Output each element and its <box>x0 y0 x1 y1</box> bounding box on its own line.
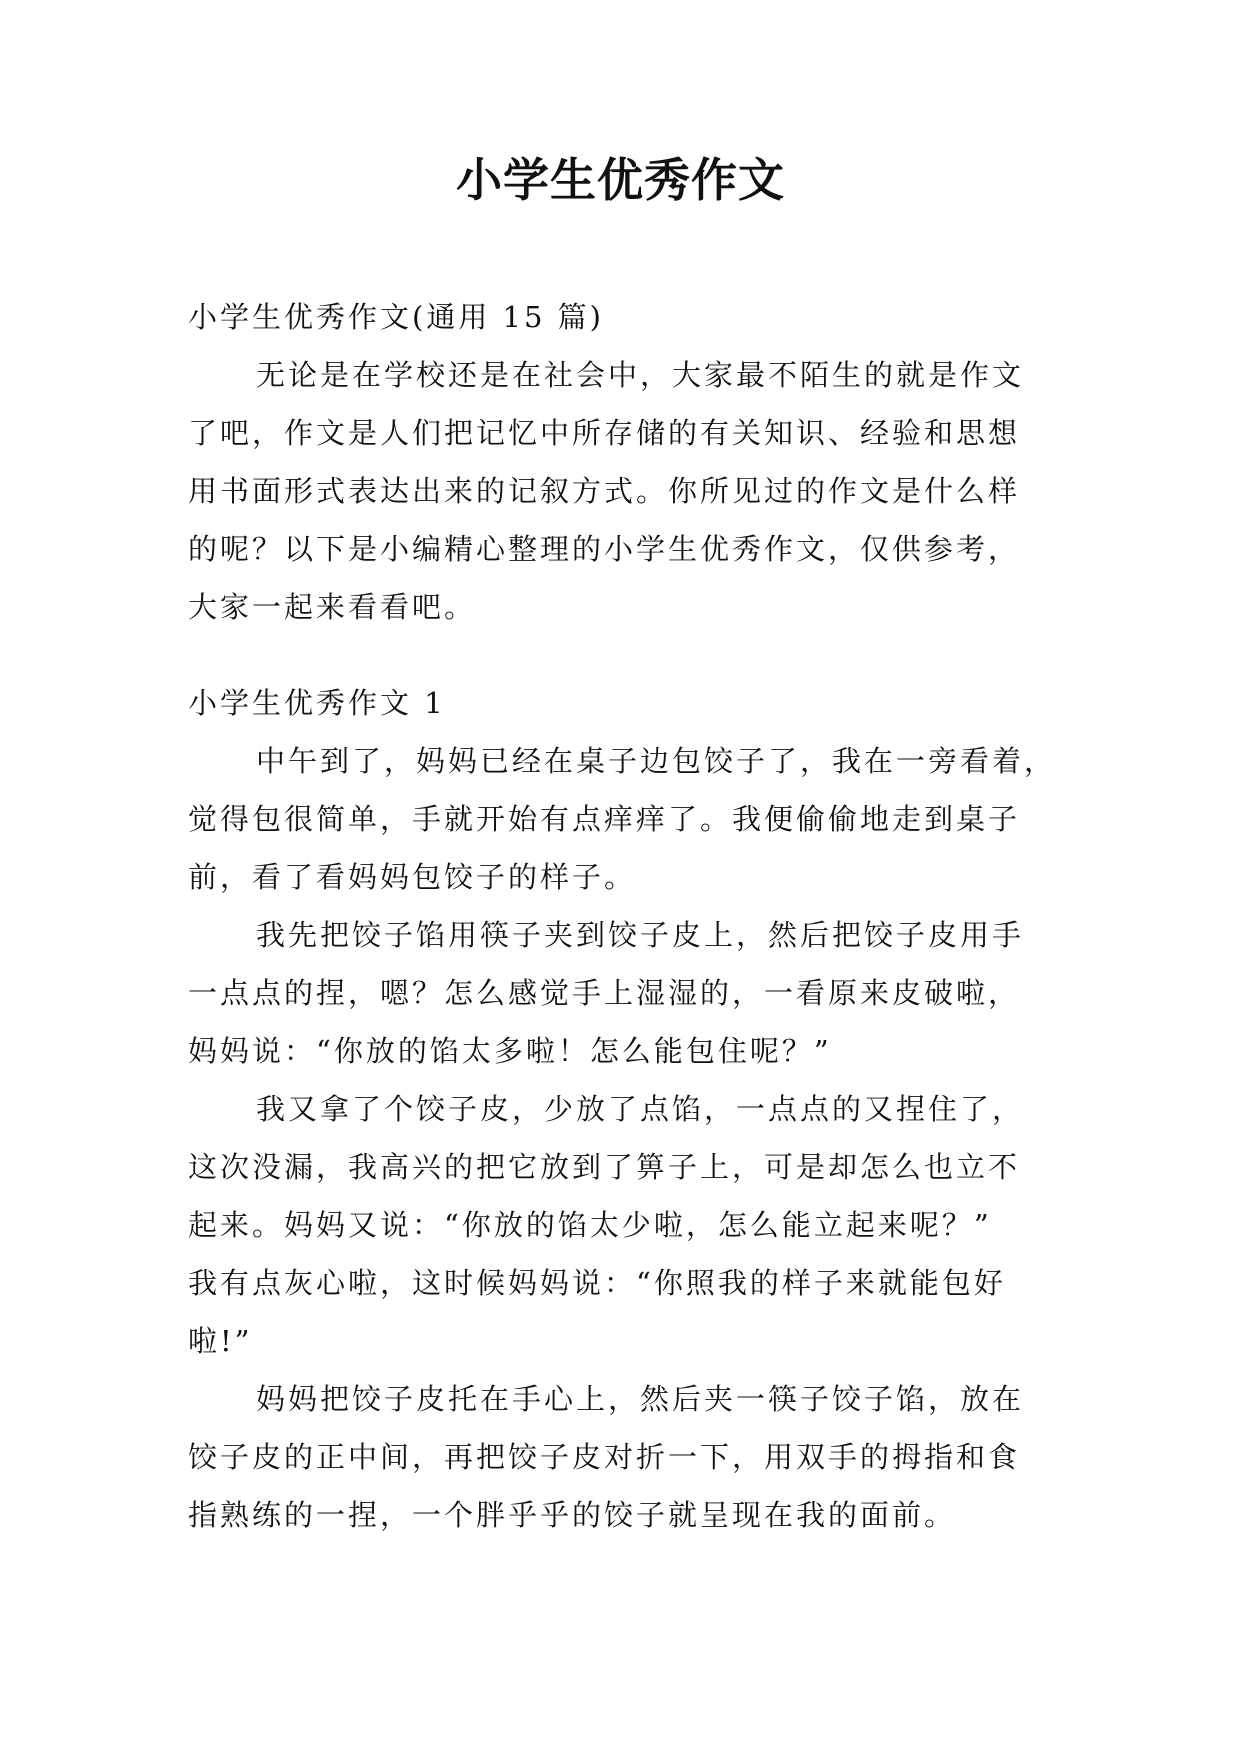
paragraph4-line-1: 妈妈把饺子皮托在手心上，然后夹一筷子饺子馅，放在 <box>256 1382 1025 1416</box>
paragraph1-line-2: 觉得包很简单，手就开始有点痒痒了。我便偷偷地走到桌子 <box>188 802 1021 836</box>
paragraph3-line-5: 啦!” <box>188 1324 253 1358</box>
essay-paragraph-4 <box>188 1370 1054 1544</box>
essay-paragraph-2 <box>188 906 1054 1080</box>
intro-line-2: 了吧，作文是人们把记忆中所存储的有关知识、经验和思想 <box>188 416 1021 450</box>
intro-line-1: 无论是在学校还是在社会中，大家最不陌生的就是作文 <box>256 358 1025 392</box>
paragraph2-line-1: 我先把饺子馅用筷子夹到饺子皮上，然后把饺子皮用手 <box>256 918 1025 952</box>
paragraph3-line-3: 起来。妈妈又说：“你放的馅太少啦，怎么能立起来呢？” <box>188 1208 992 1242</box>
paragraph1-line-1: 中午到了，妈妈已经在桌子边包饺子了，我在一旁看着， <box>256 744 1057 778</box>
document-subtitle: 小学生优秀作文(通用 15 篇) <box>188 300 604 334</box>
paragraph4-line-2: 饺子皮的正中间，再把饺子皮对折一下，用双手的拇指和食 <box>188 1440 1021 1474</box>
paragraph3-line-2: 这次没漏，我高兴的把它放到了箅子上，可是却怎么也立不 <box>188 1150 1021 1184</box>
paragraph4-line-3: 指熟练的一捏，一个胖乎乎的饺子就呈现在我的面前。 <box>188 1498 957 1532</box>
section-spacer <box>188 636 1054 674</box>
document-body <box>188 288 1057 1544</box>
intro-paragraph <box>188 346 1054 636</box>
essay-paragraph-3 <box>188 1080 1054 1370</box>
paragraph1-line-3: 前，看了看妈妈包饺子的样子。 <box>188 860 637 894</box>
paragraph2-line-3: 妈妈说：“你放的馅太多啦！怎么能包住呢？” <box>188 1034 832 1068</box>
intro-line-4: 的呢？以下是小编精心整理的小学生优秀作文，仅供参考， <box>188 532 1021 566</box>
essay-paragraph-1 <box>188 732 1057 906</box>
document-title: 小学生优秀作文 <box>456 153 785 207</box>
paragraph2-line-2: 一点点的捏，嗯？怎么感觉手上湿湿的，一看原来皮破啦， <box>188 976 1021 1010</box>
intro-line-5: 大家一起来看看吧。 <box>188 590 477 624</box>
intro-line-3: 用书面形式表达出来的记叙方式。你所见过的作文是什么样 <box>188 474 1021 508</box>
paragraph3-line-1: 我又拿了个饺子皮，少放了点馅，一点点的又捏住了， <box>256 1092 1025 1126</box>
section-heading: 小学生优秀作文 1 <box>188 686 446 720</box>
paragraph3-line-4: 我有点灰心啦，这时候妈妈说：“你照我的样子来就能包好 <box>188 1266 1006 1300</box>
